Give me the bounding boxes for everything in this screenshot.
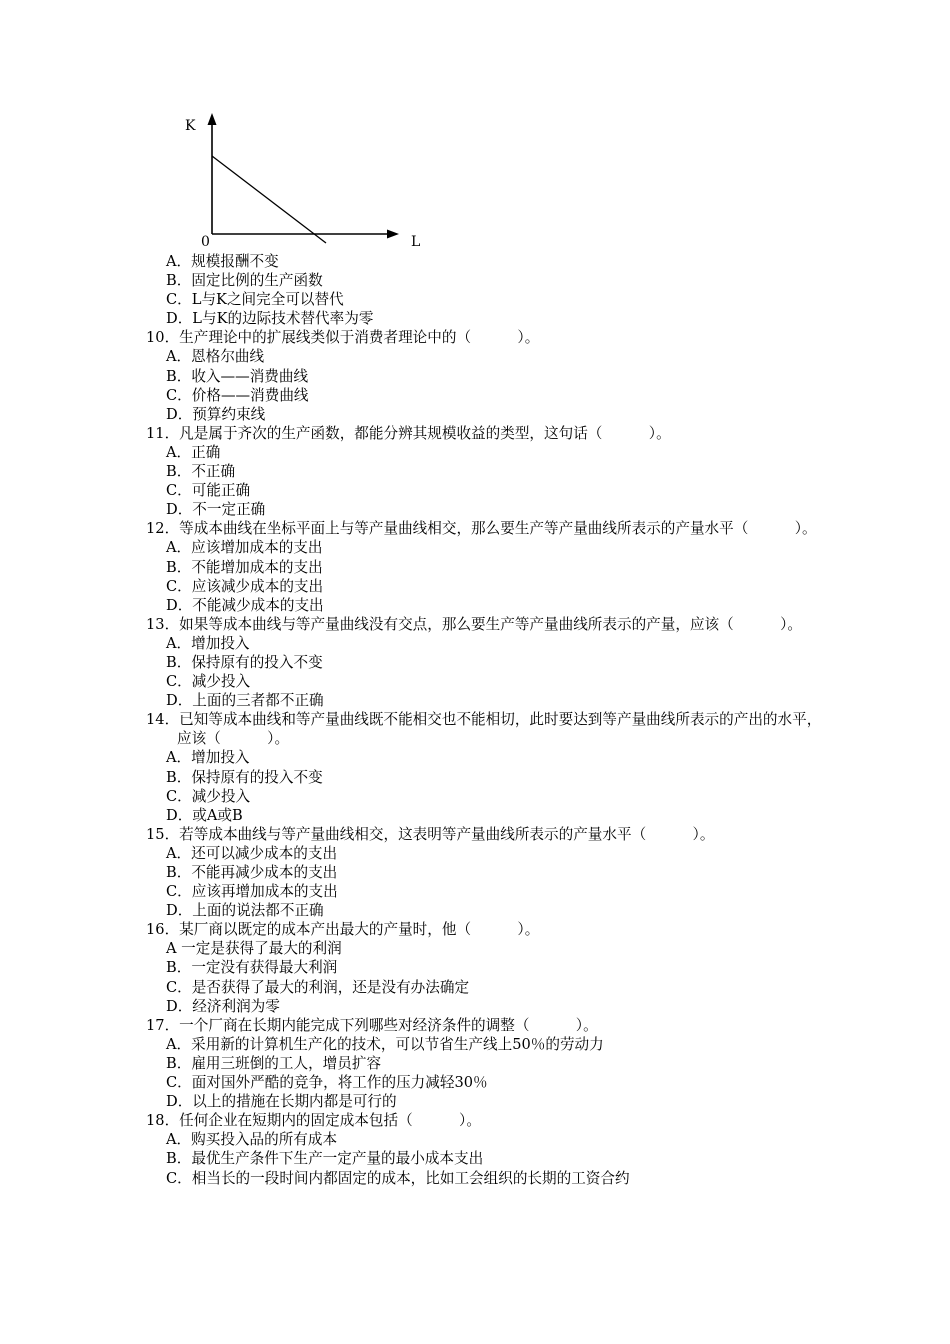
answer-option: A．还可以减少成本的支出 [166,844,338,862]
question-block [146,519,826,614]
answer-option: A．采用新的计算机生产化的技术，可以节省生产线上50％的劳动力 [166,1035,604,1053]
answer-option: A．正确 [166,443,221,461]
y-axis-arrow [208,113,217,125]
x-axis-label: L [411,234,421,250]
x-axis-arrow [387,230,399,239]
answer-option: B．最优生产条件下生产一定产量的最小成本支出 [166,1150,484,1168]
answer-option: D．以上的措施在长期内都是可行的 [166,1093,397,1111]
answer-option: D．经济利润为零 [166,997,280,1015]
answer-option: C．相当长的一段时间内都固定的成本，比如工会组织的长期的工资合约 [166,1169,630,1187]
answer-option: C．应该再增加成本的支出 [166,883,338,901]
isoquant-figure [175,112,435,254]
answer-option: C．应该减少成本的支出 [166,577,324,595]
question-block [146,424,826,519]
question-block [146,615,826,710]
question-text: 13．如果等成本曲线与等产量曲线没有交点，那么要生产等产量曲线所表示的产量，应该（ ）。 [146,615,803,633]
answer-option: D．或A或B [166,806,243,824]
question-block [146,1016,826,1111]
y-axis-label: K [185,118,196,134]
answer-option: B．不能增加成本的支出 [166,558,323,576]
question-block [146,252,826,328]
answer-option: B．不能再减少成本的支出 [166,864,338,881]
answer-option: D．不一定正确 [166,501,266,519]
answer-option: B．雇用三班倒的工人，增员扩容 [166,1054,382,1072]
figure-svg [175,112,435,254]
answer-option: A 一定是获得了最大的利润 [166,940,342,958]
answer-option: D．上面的说法都不正确 [166,902,324,920]
question-text: 16．某厂商以既定的成本产出最大的产量时，他（ ）。 [146,921,540,939]
answer-option: B．一定没有获得最大利润 [166,959,338,977]
answer-option: A．增加投入 [166,634,250,652]
answer-option: A．恩格尔曲线 [166,348,265,366]
answer-option: C．是否获得了最大的利润，还是没有办法确定 [166,978,470,996]
answer-option: C．可能正确 [166,482,251,500]
answer-option: D．上面的三者都不正确 [166,692,324,710]
answer-option: B．保持原有的投入不变 [166,768,323,786]
answer-option: C．价格——消费曲线 [166,386,309,404]
answer-option: B．收入——消费曲线 [166,367,309,385]
answer-option: D．预算约束线 [166,405,266,423]
question-block [146,328,826,423]
answer-option: D．L与K的边际技术替代率为零 [166,310,374,328]
question-text: 12．等成本曲线在坐标平面上与等产量曲线相交，那么要生产等产量曲线所表示的产量水平（ ）。 [146,520,817,538]
answer-option: B．不正确 [166,463,236,481]
question-text: 17．一个厂商在长期内能完成下列哪些对经济条件的调整（ ）。 [146,1016,598,1034]
answer-option: A．规模报酬不变 [166,253,279,270]
question-list [146,252,826,1188]
question-text: 18．任何企业在短期内的固定成本包括（ ）。 [146,1112,481,1130]
answer-option: C．面对国外严酷的竞争，将工作的压力减轻30％ [166,1074,488,1092]
question-block [146,710,826,825]
answer-option: A．应该增加成本的支出 [166,539,323,557]
question-text: 14．已知等成本曲线和等产量曲线既不能相交也不能相切，此时要达到等产量曲线所表示的产出的水平，应该（ ）。 [146,711,822,748]
question-text: 10．生产理论中的扩展线类似于消费者理论中的（ ）。 [146,329,540,347]
origin-label: 0 [201,234,210,250]
answer-option: C．L与K之间完全可以替代 [166,291,344,309]
question-block [146,920,826,1015]
question-text: 11．凡是属于齐次的生产函数，都能分辨其规模收益的类型，这句话（ ）。 [146,424,671,442]
answer-option: B．保持原有的投入不变 [166,653,323,671]
answer-option: A．增加投入 [166,749,250,767]
answer-option: C．减少投入 [166,787,251,805]
question-block [146,825,826,920]
answer-option: A．购买投入品的所有成本 [166,1131,338,1149]
answer-option: D．不能减少成本的支出 [166,596,324,614]
answer-option: B．固定比例的生产函数 [166,272,323,290]
question-block [146,1111,826,1187]
isocost-line [212,156,326,243]
question-text: 15．若等成本曲线与等产量曲线相交，这表明等产量曲线所表示的产量水平（ ）。 [146,825,715,843]
answer-option: C．减少投入 [166,673,251,691]
